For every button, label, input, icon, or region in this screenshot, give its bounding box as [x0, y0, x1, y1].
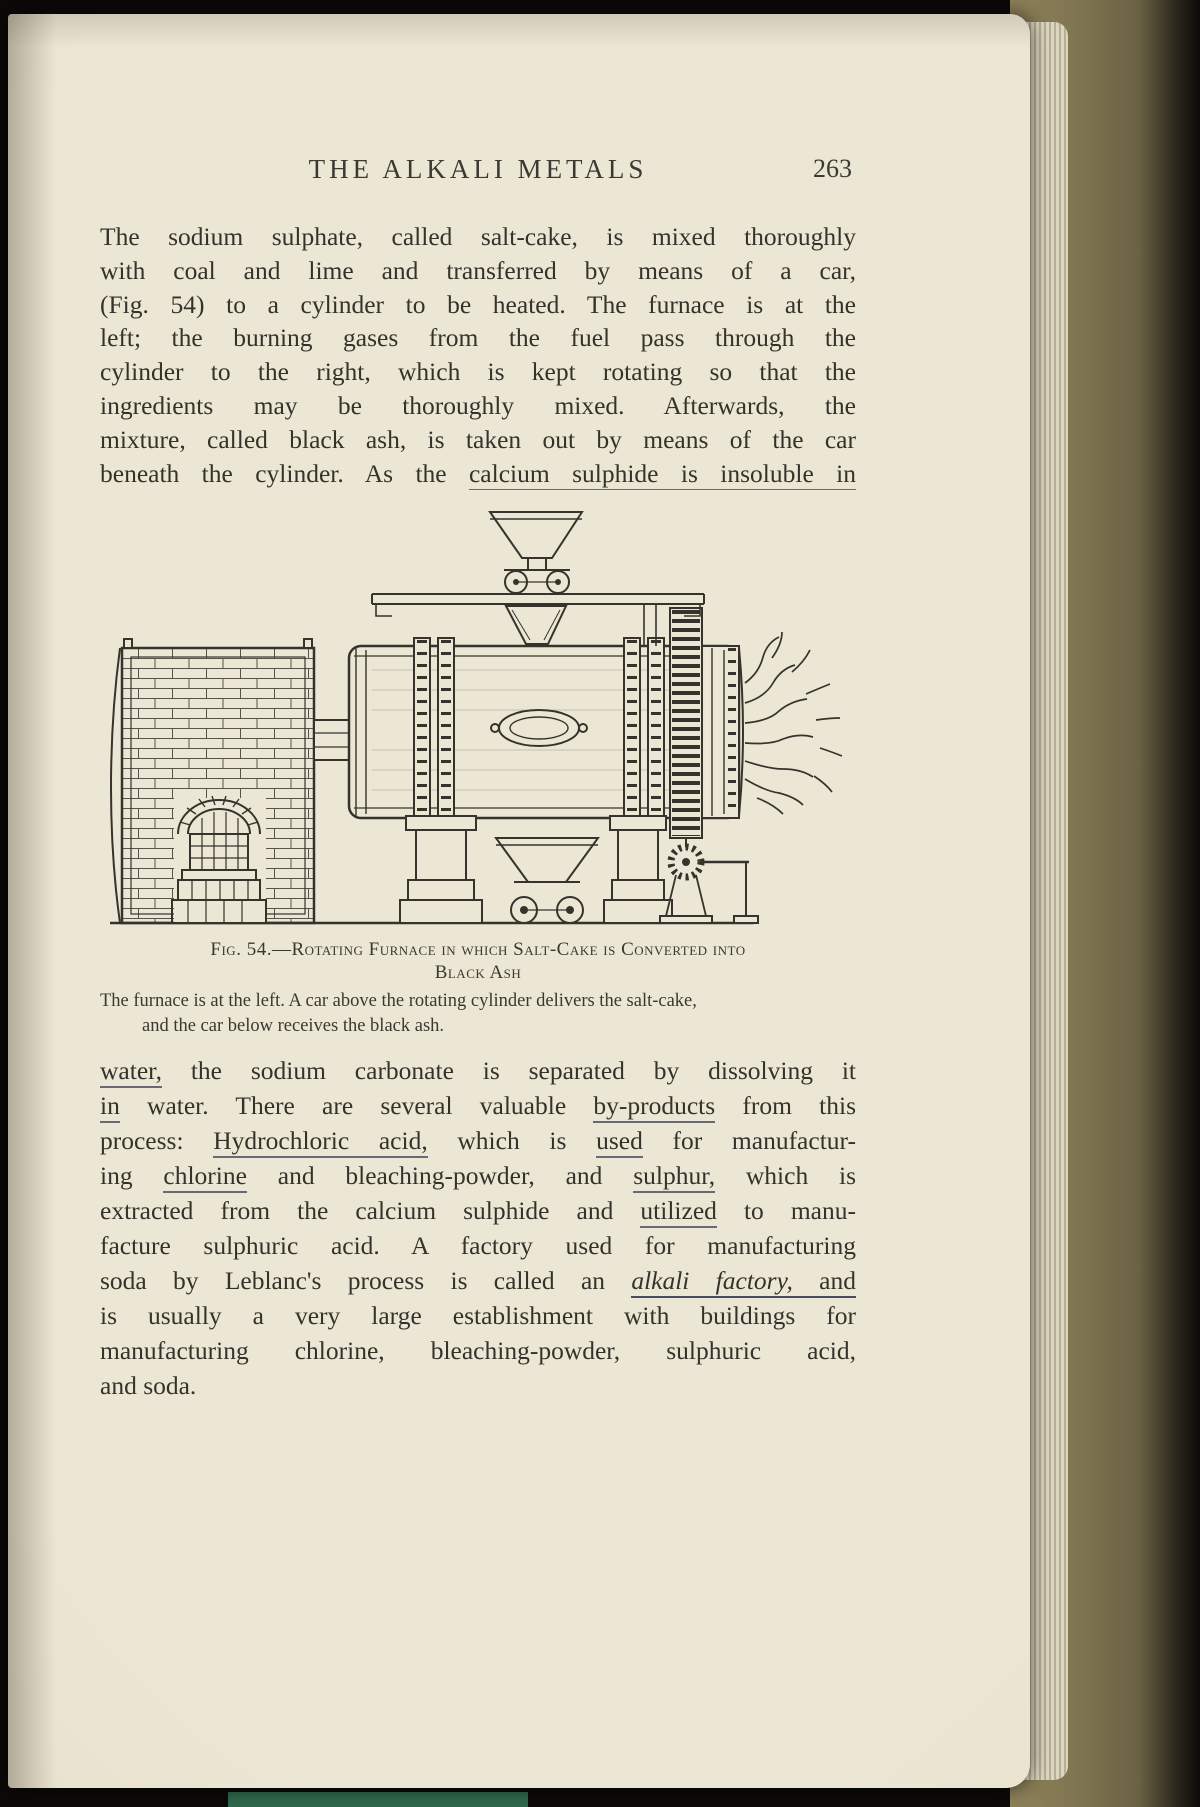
paragraph-2	[100, 1053, 856, 1403]
text-segment: the sodium carbonate is separated by dissolving it	[161, 1056, 856, 1086]
text-segment: water. There are several valuable	[119, 1091, 594, 1121]
underlined-text: alkali factory,	[631, 1266, 793, 1298]
caption-line: Black Ash	[434, 962, 522, 984]
figure-54	[104, 498, 884, 938]
caption-line: Fig. 54.—Rotating Furnace in which Salt-Cake is Converted into	[210, 939, 746, 961]
text-segment: soda by Leblanc's process is called an	[100, 1266, 632, 1296]
paragraph-1	[100, 220, 856, 490]
text-line: and soda.	[100, 1371, 197, 1401]
note-line: The furnace is at the left. A car above the rotating cylinder delivers the salt-cake,	[100, 991, 697, 1012]
text-line: is usually a very large establishment with buildings for	[100, 1301, 856, 1331]
text-line	[100, 1053, 856, 1088]
text-segment: process:	[100, 1126, 214, 1156]
text-line	[100, 1193, 856, 1228]
underlined-text: Hydrochloric acid,	[213, 1126, 427, 1158]
text-line: The sodium sulphate, called salt-cake, is mixed thoroughly	[100, 222, 856, 251]
text-line: ingredients may be thoroughly mixed. Afterwards, the	[100, 390, 856, 420]
running-head: THE ALKALI METALS	[308, 154, 648, 184]
salt-cake-car	[490, 512, 582, 593]
note-line: and the car below receives the black ash.	[142, 1016, 445, 1037]
underlined-text: sulphur,	[633, 1161, 715, 1193]
text-segment: which is	[715, 1161, 856, 1191]
scan-color-bar	[228, 1792, 528, 1807]
furnace	[111, 639, 349, 923]
flames	[745, 632, 842, 814]
text-line: facture sulphuric acid. A factory used for manufacturing	[100, 1231, 856, 1261]
right-pedestal	[604, 816, 672, 923]
text-segment: from this	[715, 1091, 856, 1121]
underlined-text: water,	[100, 1056, 162, 1088]
text-line	[100, 1158, 856, 1193]
bevel-gear-drive	[660, 838, 758, 923]
gear-ring	[670, 608, 702, 838]
underlined-text: calcium sulphide is insoluble in	[469, 459, 856, 491]
book-page	[8, 14, 1030, 1788]
page-header	[100, 154, 856, 192]
underlined-text: in	[100, 1091, 120, 1123]
text-line: (Fig. 54) to a cylinder to be heated. The furnace is at the	[100, 289, 856, 319]
black-ash-car	[496, 838, 598, 923]
text-line	[100, 1123, 856, 1158]
text-segment: extracted from the calcium sulphide and	[100, 1196, 641, 1226]
text-line: left; the burning gases from the fuel pass through the	[100, 323, 856, 353]
text-line	[100, 457, 856, 491]
text-segment: which is	[427, 1126, 597, 1156]
underlined-text: by-products	[593, 1091, 715, 1123]
text-line	[100, 1088, 856, 1123]
text-segment: for manufactur-	[642, 1126, 856, 1156]
page-content	[100, 14, 856, 1403]
underlined-text: utilized	[640, 1196, 716, 1228]
underlined-text: and	[793, 1266, 856, 1298]
firebox-door	[172, 796, 266, 923]
underlined-text: chlorine	[163, 1161, 247, 1193]
text-line: cylinder to the right, which is kept rotating so that the	[100, 357, 856, 387]
text-segment: to manu-	[716, 1196, 856, 1226]
figure-note	[100, 989, 856, 1039]
cylinder-end-cap	[702, 646, 743, 818]
left-pedestal	[400, 816, 482, 923]
text-line: with coal and lime and transferred by means of a car,	[100, 255, 856, 285]
text-line: mixture, called black ash, is taken out by means of the car	[100, 424, 856, 454]
page-number: 263	[813, 154, 852, 183]
text-line: manufacturing chlorine, bleaching-powder, sulphuric acid,	[100, 1336, 856, 1366]
figure-54-illustration	[104, 498, 884, 933]
figure-caption	[100, 938, 856, 984]
text-segment: and bleaching-powder, and	[246, 1161, 634, 1191]
underlined-text: used	[596, 1126, 643, 1158]
text-segment: beneath the cylinder. As the	[100, 458, 469, 488]
text-line	[100, 1263, 856, 1298]
text-segment: ing	[100, 1161, 164, 1191]
